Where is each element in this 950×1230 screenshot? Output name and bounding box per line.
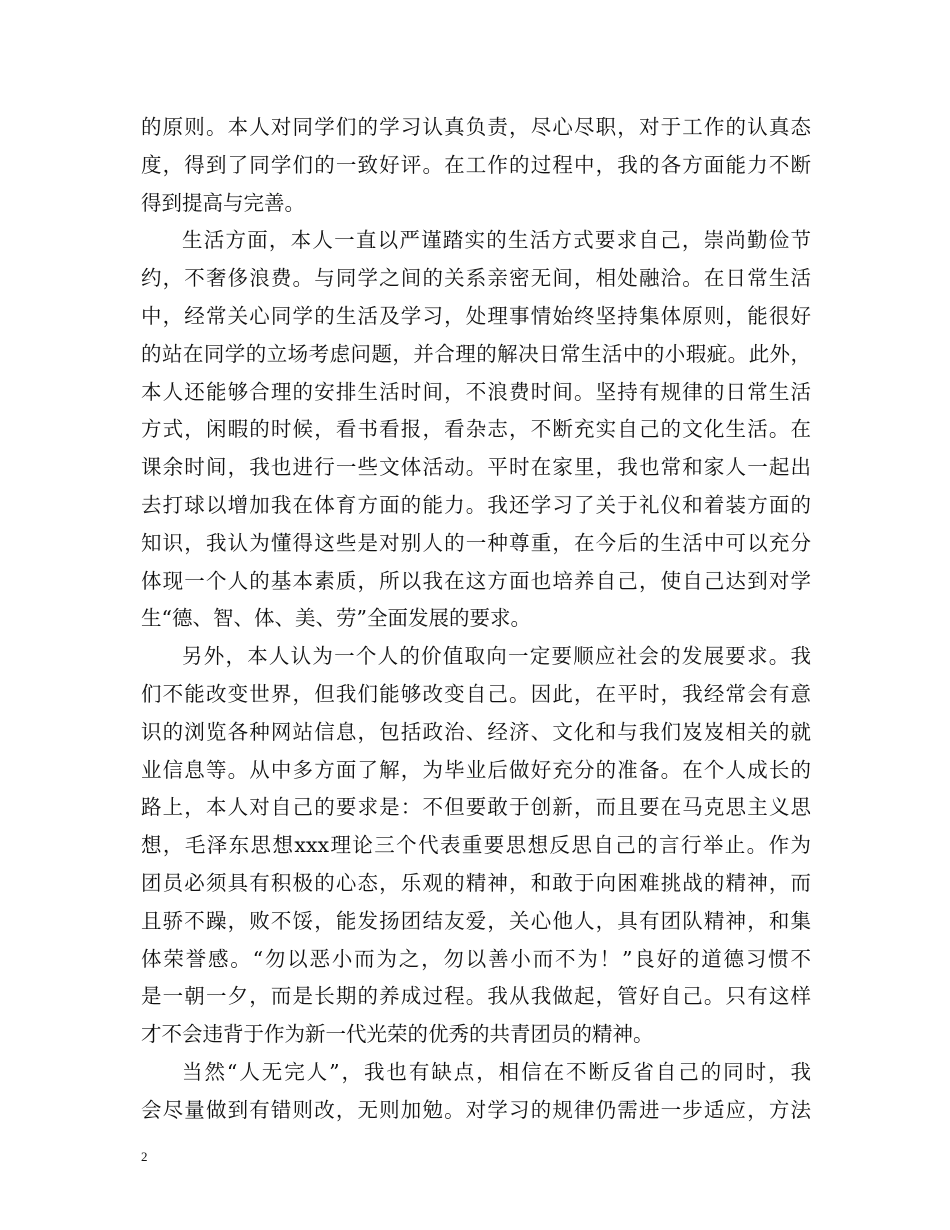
paragraph-first-line: 当然“人无完人”，我也有缺点，相信在不断反省自己的同时，我 — [182, 1059, 811, 1084]
text-line: 是一朝一夕，而是长期的养成过程。我从我做起，管好自己。只有这样 — [141, 984, 811, 1009]
body-text — [141, 109, 811, 1130]
text-line: 去打球以增加我在体育方面的能力。我还学习了关于礼仪和着装方面的 — [141, 492, 811, 517]
paragraph-first-line: 生活方面，本人一直以严谨踏实的生活方式要求自己，崇尚勤俭节 — [182, 228, 811, 253]
text-line: 约，不奢侈浪费。与同学之间的关系亲密无间，相处融洽。在日常生活 — [141, 266, 811, 291]
text-line: 路上，本人对自己的要求是：不但要敢于创新，而且要在马克思主义思 — [141, 795, 811, 820]
text-line: 生“德、智、体、美、劳”全面发展的要求。 — [141, 606, 531, 631]
text-line: 体现一个人的基本素质，所以我在这方面也培养自己，使自己达到对学 — [141, 568, 811, 593]
text-line: 课余时间，我也进行一些文体活动。平时在家里，我也常和家人一起出 — [141, 455, 811, 480]
text-line: 中，经常关心同学的生活及学习，处理事情始终坚持集体原则，能很好 — [141, 303, 811, 328]
text-line: 知识，我认为懂得这些是对别人的一种尊重，在今后的生活中可以充分 — [141, 530, 811, 555]
text-line: 得到提高与完善。 — [141, 190, 305, 215]
text-line: 会尽量做到有错则改，无则加勉。对学习的规律仍需进一步适应，方法 — [141, 1097, 811, 1122]
text-line: 们不能改变世界，但我们能够改变自己。因此，在平时，我经常会有意 — [141, 681, 811, 706]
text-line: 方式，闲暇的时候，看书看报，看杂志，不断充实自己的文化生活。在 — [141, 417, 811, 442]
page-number: 2 — [141, 1149, 148, 1164]
text-line: 的原则。本人对同学们的学习认真负责，尽心尽职，对于工作的认真态 — [141, 115, 811, 139]
text-line: 本人还能够合理的安排生活时间，不浪费时间。坚持有规律的日常生活 — [141, 379, 811, 404]
text-line: 且骄不躁，败不馁，能发扬团结友爱，关心他人，具有团队精神，和集 — [141, 908, 811, 933]
text-line: 才不会违背于作为新一代光荣的优秀的共青团员的精神。 — [141, 1022, 654, 1047]
text-line: 团员必须具有积极的心态，乐观的精神，和敢于向困难挑战的精神，而 — [141, 870, 811, 895]
text-line: 度，得到了同学们的一致好评。在工作的过程中，我的各方面能力不断 — [141, 152, 811, 177]
text-line: 识的浏览各种网站信息，包括政治、经济、文化和与我们岌岌相关的就 — [141, 719, 811, 744]
text-line: 业信息等。从中多方面了解，为毕业后做好充分的准备。在个人成长的 — [141, 757, 811, 782]
text-line: 想，毛泽东思想xxx理论三个代表重要思想反思自己的言行举止。作为 — [141, 833, 811, 858]
text-line: 的站在同学的立场考虑问题，并合理的解决日常生活中的小瑕疵。此外， — [141, 341, 811, 366]
text-line: 体荣誉感。“勿以恶小而为之，勿以善小而不为！”良好的道德习惯不 — [141, 946, 811, 971]
paragraph-first-line: 另外，本人认为一个人的价值取向一定要顺应社会的发展要求。我 — [182, 644, 811, 669]
